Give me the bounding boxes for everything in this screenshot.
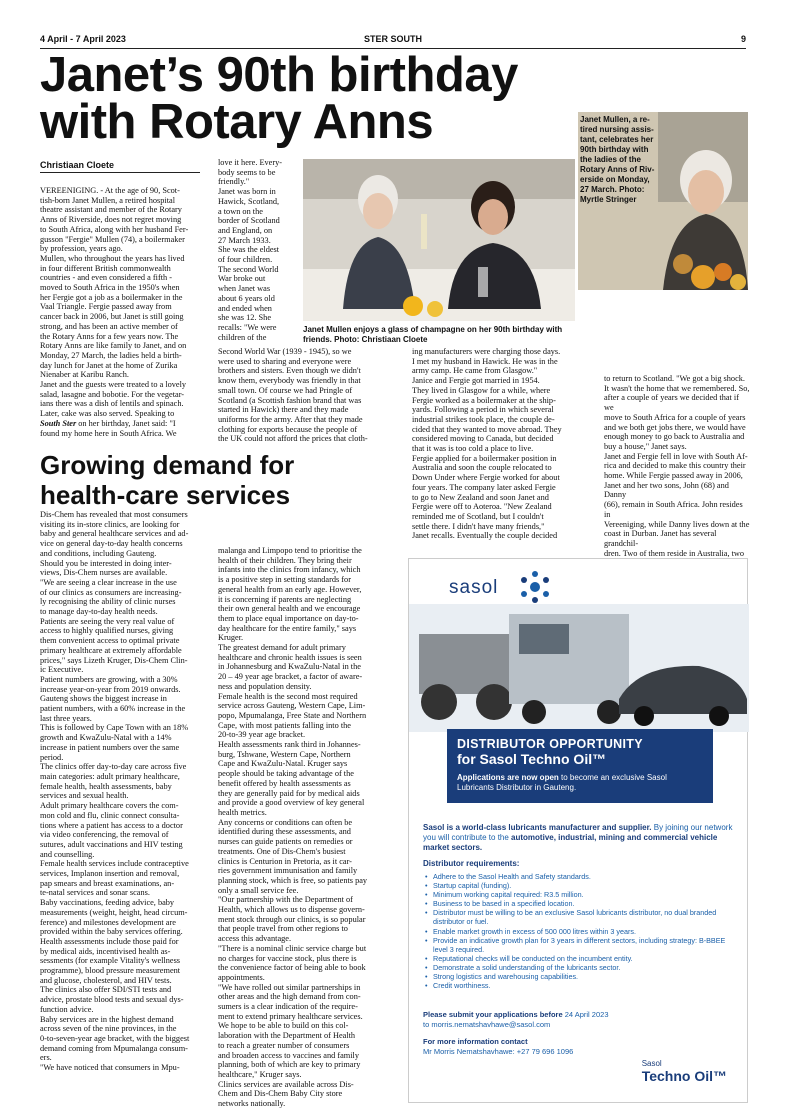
contact-person: Mr Morris Nematshavhawe: +27 79 696 1096 [423, 1046, 574, 1056]
article-headline: Janet’s 90th birthday with Rotary Anns [40, 48, 518, 149]
brand-small: Sasol [641, 1059, 662, 1068]
side-photo [578, 112, 748, 290]
list-item: • Business to be based in a specified location. [423, 899, 733, 908]
list-item: • Reputational checks will be conducted on the incumbent entity. [423, 954, 733, 963]
banner-highlight: Applications are now open [457, 773, 559, 782]
list-item: • Enable market growth in excess of 500 000 litres within 3 years. [423, 927, 733, 936]
brand-name: Techno Oil™ [641, 1068, 727, 1084]
article2-column-1: Dis-Chem has revealed that most consumers visiting its in-store clinics, are looking for baby and general healthcare services and ad- vice on general day-to-day health concerns and conditions, including Gauteng. Should you be interested in doing inter- views, Dis-Chem nurses are available. "We are seeing a clear increase in the use of our clinics as consumers are increasing- ly recognising the ability of clinic nurses to manage day-to-day health needs. Patients are seeing the very real value of access to highly qualified nurses, giving them convenient access to optimal private primary healthcare at extremely affordable prices," says Lizeth Kruger, Dis-Chem Clin- ic Executive. Patient numbers are growing, with a 30% increase year-on-year from 2019 onwards. Gauteng shows the biggest increase in patient numbers, with a 60% increase in the last three years. This is followed by Cape Town with an 18% growth and KwaZulu-Natal with a 14% increase in patient numbers over the same period. The clinics offer day-to-day care across five main categories: adult primary healthcare, female health, health assessments, baby services and sexual health. Adult primary healthcare covers the com- mon cold and flu, clinic connect consulta- tions where a patient has access to a doctor via video conferencing, the removal of sutures, adult vaccinations and HIV testing and counselling. Female health services include contraceptive services, Implanon insertion and removal, pap smears and breast examinations, an- te-natal services and sonar scans. Baby vaccinations, feeding advice, baby measurements (weight, height, head circum- ference) and milestones development are provided within the baby services offering. Health assessments include those paid for by medical aids, incentivised health as- sessments (for example Vitality's wellness programme), blood pressure measurement and glucose, cholesterol, and HIV tests. The clinics also offer SDI/STI tests and advice, prostate blood tests and sexual dys- function advice. Baby services are in the highest demand across seven of the nine provinces, in the 0-to-seven-year age bracket, with the biggest demand coming from Mpumalanga consum- ers. "We have noticed that consumers in Mpu- [40, 510, 190, 1073]
banner-title: DISTRIBUTOR OPPORTUNITY [457, 737, 643, 751]
sasol-advertisement [408, 558, 748, 1103]
submit-email-link[interactable]: to morris.nematshavhawe@sasol.com [423, 1019, 551, 1029]
article-text: VEREENIGING. - At the age of 90, Scot- tish-born Janet Mullen, a retired hospital theatre assistant and member of the Rotary Anns of Riverside, does not regret moving to South Africa, along with her husband Fer- gusson "Fergie" Mullen (74), a boilermaker by profession, years ago. Mullen, who throughout the years has lived in four different British commonwealth countries - and even considered a fifth - moved to South Africa in the 1950's when her Fergie got a job as a boilermaker in the Vaal Triangle. Fergie passed away from cancer back in 2006, but Janet is still going strong, and has been an active member of the Rotary Anns for a few years now. The Rotary Anns are like family to Janet, and on Monday, 27 March, the ladies held a birth- day lunch for Janet at the home of Zurika Nienaber at Karibu Ranch. Janet and the guests were treated to a lovely salad, lasagne and bobotie. For the vegetar- ians there was a dish of lentils and spinach. Later, cake was also served. Speaking to [40, 186, 189, 419]
ad-intro [423, 823, 738, 853]
intro-sectors: automotive, industrial, mining and commercial vehicle market sectors. [423, 833, 718, 852]
article2-headline: Growing demand for health-care services [40, 450, 295, 510]
article-column-3: Second World War (1939 - 1945), so we were used to sharing and everyone were brothers and sisters. Even though we didn't know them, everybody was friendly in that small town. Of course we had Pringle of Scotland (a Scottish fashion brand that was started in Hawick) there and they made uniforms for the army. After that they made clothing for exports because the people of the UK could not afford the prices that cloth- [218, 347, 368, 444]
intro-lead: Sasol is a world-class lubricants manufacturer and supplier. [423, 823, 652, 832]
issue-date: 4 April - 7 April 2023 [40, 34, 126, 44]
intro-middle: By joining our network you will contribute to the [423, 823, 733, 842]
requirements-list [423, 872, 733, 990]
list-item: • Distributor must be willing to be an exclusive Sasol lubricants distributor, no dual branded distributor or fuel. [423, 908, 733, 926]
birthday-photo [303, 159, 575, 321]
photo-caption: Janet Mullen enjoys a glass of champagne on her 90th birthday with friends. Photo: Christiaan Cloete [303, 325, 563, 344]
sasol-logo: sasol [449, 577, 499, 598]
publication-mention: South Ster [40, 418, 77, 428]
article-text: on her birthday, Janet said: "I found my home here in South Africa. We [40, 418, 177, 438]
article-column-5: to return to Scotland. "We got a big shock. It wasn't the home that we remembered. So, after a couple of years we decided that if we move to South Africa for a couple of years and we both get jobs there, we would have enough money to go back to Australia and buy a house," Janet says. Janet and Fergie fell in love with South Af- rica and decided to make this country their home. While Fergie passed away in 2006, Janet and her two sons, John (68) and Danny (66), remain in South Africa. John resides in Vereeniging, while Danny lives down at the coast in Durban. Janet has several grandchil- dren. Two of them reside in Australia, two [604, 374, 750, 558]
distributor-banner [447, 729, 713, 803]
side-photo-caption: Janet Mullen, a re- tired nursing assis- tant, celebrates her 90th birthday with the ladies of the Rotary Anns of Riv- erside on Monday, 27 March. Photo: Myrtle Stringer [580, 115, 655, 204]
contact-info [423, 1037, 733, 1056]
byline-rule [40, 172, 200, 173]
submit-lead: Please submit your applications before [423, 1010, 563, 1019]
vehicles-image [409, 604, 749, 732]
article-column-1 [40, 186, 206, 448]
article-byline: Christiaan Cloete [40, 160, 115, 170]
requirements-heading: Distributor requirements: [423, 859, 520, 868]
list-item: • Provide an indicative growth plan for 3 years in different sectors, including strategy: B-BBEE level 3 required. [423, 936, 733, 954]
list-item: • Adhere to the Sasol Health and Safety standards. [423, 872, 733, 881]
list-item: • Credit worthiness. [423, 981, 733, 990]
submit-deadline: 24 April 2023 [562, 1010, 609, 1019]
banner-text [457, 773, 703, 793]
list-item: • Startup capital (funding). [423, 881, 733, 890]
techno-oil-brand [642, 1059, 727, 1084]
publication-name: STER SOUTH [363, 34, 422, 44]
banner-detail: to become an exclusive Sasol Lubricants Distributor in Gauteng. [457, 773, 667, 792]
sasol-logo-icon [517, 569, 553, 605]
list-item: • Minimum working capital required: R3.5 million. [423, 890, 733, 899]
list-item: • Demonstrate a solid understanding of the lubricants sector. [423, 963, 733, 972]
article2-column-2: malanga and Limpopo tend to prioritise the health of their children. They bring their infants into the clinics from infancy, which is a positive step in setting standards for general health from an early age. However, it is concerning if parents are neglecting their own general health and we encourage them to place equal importance on day-to- day healthcare for the entire family," says Kruger. The greatest demand for adult primary healthcare and chronic health issues is seen in Johannesburg and KwaZulu-Natal in the 20 – 49 year age bracket, a factor of aware- ness and population density. Female health is the second most required service across Gauteng, Western Cape, Lim- popo, Mpumalanga, Free State and Northern Cape, with most patients falling into the 20-to-39 year age bracket. Health assessments rank third in Johannes- burg, Tshwane, Western Cape, Northern Cape and KwaZulu-Natal. Kruger says people should be taking advantage of the benefit offered by health assessments as they are generally paid for by medical aids and provide a good overview of key general health metrics. Any concerns or conditions can often be identified during these assessments, and nurses can guide patients on remedies or treatments. One of Dis-Chem's busiest clinics is Centurion in Pretoria, as it car- ries government immunisation and family planning stock, which is free, so patients pay only a small service fee. "Our partnership with the Department of Health, which allows us to dispense govern- ment stock through our clinics, is so popular that people travel from other regions to access this advantage. "There is a nominal clinic service charge but no charges for vaccine stock, plus there is the convenience factor of being able to book appointments. "We have rolled out similar partnerships in other areas and the high demand from con- sumers is a clear indication of the require- ment to extend primary healthcare services. We hope to be able to build on this col- laboration with the Department of Health to reach a greater number of consumers and broaden access to vaccines and family planning, both of which are key to primary healthcare," Kruger says. Clinics services are available across Dis- Chem and Dis-Chem Baby City store networks nationally. [218, 546, 368, 1109]
banner-subtitle: for Sasol Techno Oil™ [457, 751, 607, 767]
list-item: • Strong logistics and warehousing capabilities. [423, 972, 733, 981]
page-number: 9 [740, 34, 746, 44]
submit-info [423, 1010, 733, 1029]
contact-heading: For more information contact [423, 1037, 528, 1046]
article-column-2: love it here. Every- body seems to be friendly." Janet was born in Hawick, Scotland, a town on the border of Scotland and England, on 27 March 1933. She was the eldest of four children. The second World War broke out when Janet was about 6 years old and ended when she was 12. She recalls: "We were children of the [218, 158, 283, 342]
article-column-4: ing manufacturers were charging those days. I met my husband in Hawick. He was in the army camp. He came from Glasgow." Janice and Fergie got married in 1954. They lived in Glasgow for a while, where Fergie worked as a boilermaker at the ship- yards. Following a period in which several industrial strikes took place, the couple de- cided that they wanted to move abroad. They considered moving to Canada, but decided that it was is too cold a place to live. Fergie applied for a boilermaker position in Australia and soon the couple relocated to Down Under where Fergie worked for about four years. The company later asked Fergie to go to New Zealand and soon Janet and Fergie were off to Aoteroa. "New Zealand reminded me of Scotland, but I couldn't settle there. I didn't have many friends," Janet recalls. Eventually the couple decided [412, 347, 562, 541]
